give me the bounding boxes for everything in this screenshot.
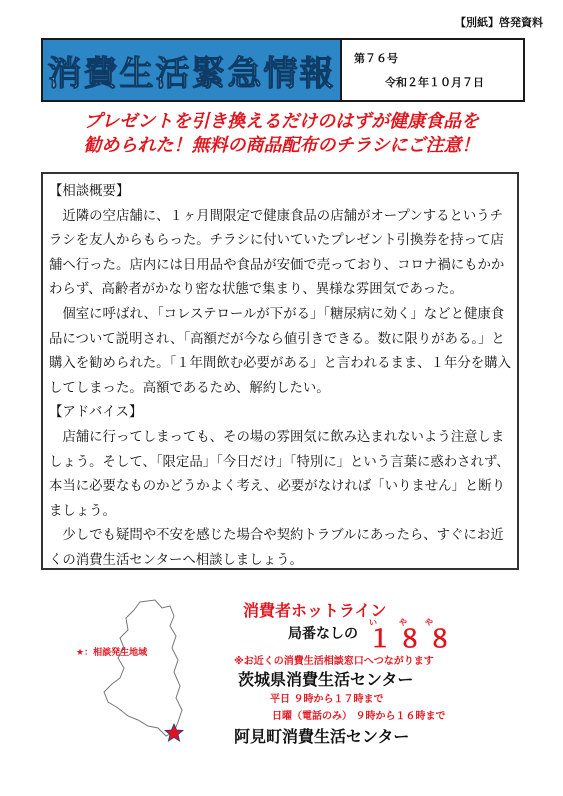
overview-heading: 【相談概要】 (49, 184, 130, 199)
hours-sunday: 日曜（電話のみ） ９時から１６時まで (272, 711, 446, 722)
title-banner (43, 40, 342, 100)
overview-paragraph-2: 個室に呼ばれ、「コレステロールが下がる」「糖尿病に効く」などと健康食品について説明され、「高額だが今なら値引きできる。数に限りがある。」と購入を勧められた。「１年間飲む必要がある」と言われるまま、１年分を購入してしまった。高額であるため、解約したい。 (49, 306, 511, 396)
ruby-1: い (369, 618, 377, 627)
hotline-number: １８８ (368, 625, 458, 653)
advice-heading: 【アドバイス】 (49, 405, 143, 421)
headline-line-1: プレゼントを引き換えるだけのはずが健康食品を (83, 111, 480, 132)
issue-date: 令和２年１０月７日 (385, 76, 484, 89)
overview-paragraph-1: 近隣の空店舗に、１ヶ月間限定で健康食品の店舗がオープンするというチラシを友人からもらった。チラシに付いていたプレゼント引換券を持って店舗へ行った。店内には日用品や食品が安価で売っており、コロナ禍にもかかわらず、高齢者がかなり密な状態で集まり、異様な雰囲気であった。 (49, 208, 505, 298)
headline-line-2: 勧められた！無料の商品配布のチラシにご注意！ (83, 135, 480, 156)
ruby-2: や (399, 618, 407, 627)
prefecture-map (100, 598, 200, 748)
connect-note: ※お近くの消費生活相談窓口へつながります (234, 656, 434, 667)
header (41, 38, 525, 102)
hotline-title: 消費者ホットライン (243, 601, 387, 620)
map-legend: ★：相談発生地域 (76, 648, 148, 658)
page-title: 消費生活緊急情報 (47, 53, 336, 94)
advice-paragraph-1: 店舗に行ってしまっても、その場の雰囲気に飲み込まれないよう注意しましょう。そして、「限定品」「今日だけ」「特別に」という言葉に惑わされず、本当に必要なものかどうかよく考え、必要がなければ「いりません」と断りましょう。 (49, 429, 510, 519)
content-box (41, 172, 519, 570)
advice-paragraph-2: 少しでも疑問や不安を感じた場合や契約トラブルにあったら、すぐにお近くの消費生活センターへ相談しましょう。 (49, 528, 504, 568)
prefecture-center: 茨城県消費生活センター (238, 670, 414, 689)
issue-number: 第７６号 (354, 52, 398, 65)
hours-weekday: 平日 ９時から１７時まで (270, 694, 384, 705)
ruby-3: や (425, 618, 433, 627)
headline (40, 110, 523, 158)
location-star-icon (165, 724, 183, 741)
prefecture-outline (104, 600, 182, 736)
town-center: 阿見町消費生活センター (234, 727, 410, 746)
local-label: 局番なしの (288, 626, 358, 642)
document-tag: 【別紙】啓発資料 (455, 16, 543, 29)
